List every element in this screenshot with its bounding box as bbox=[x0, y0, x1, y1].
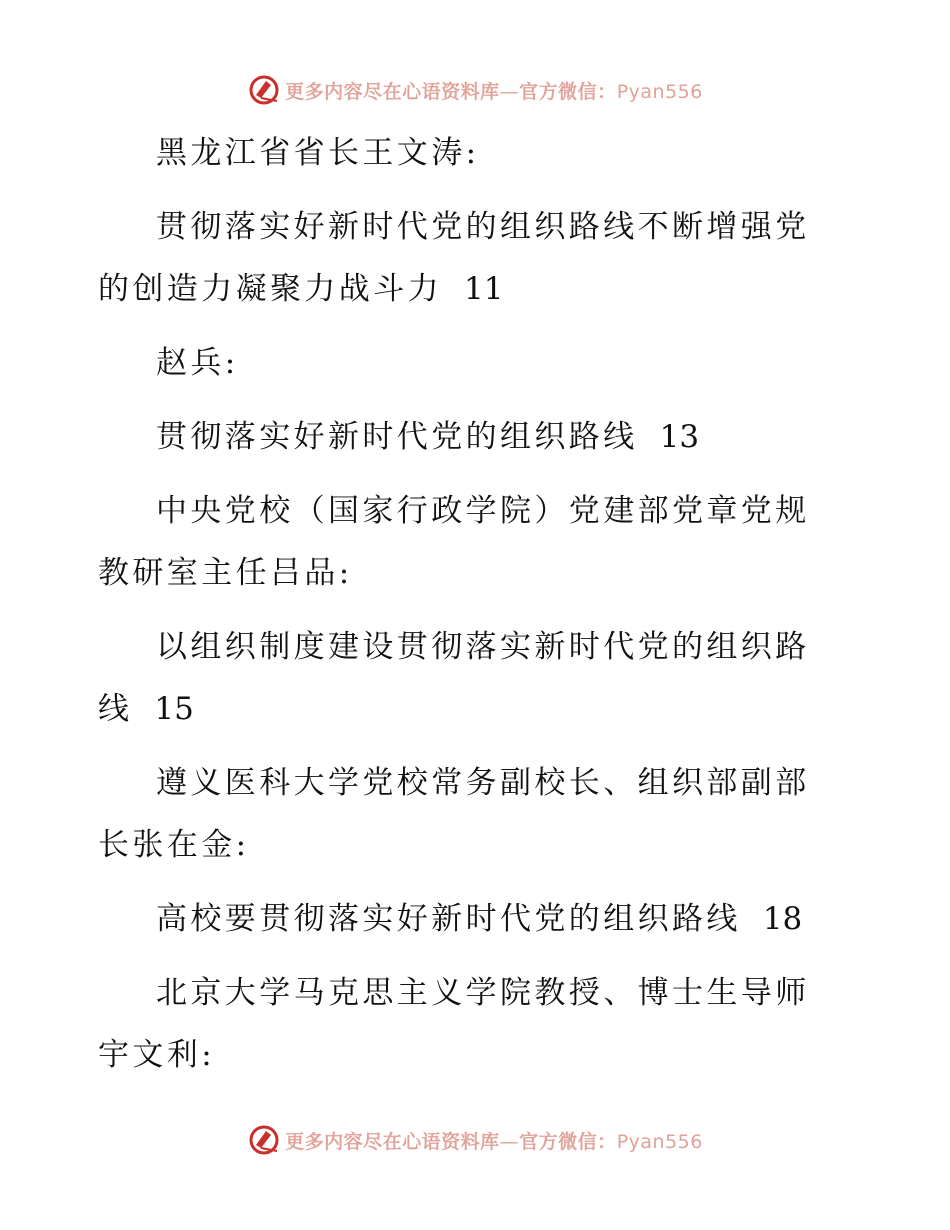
page-number: 15 bbox=[154, 691, 194, 727]
watermark-text bbox=[285, 1127, 703, 1154]
header-watermark bbox=[0, 72, 950, 108]
paragraph-title-2: 贯彻落实好新时代党的组织路线 13 bbox=[156, 419, 700, 455]
watermark-contact: 官方微信： bbox=[519, 1130, 617, 1153]
paragraph-author-1: 黑龙江省省长王文涛: bbox=[156, 135, 480, 171]
paragraph-author-5: 北京大学马克思主义学院教授、博士生导师宇文利: bbox=[98, 975, 810, 1073]
paragraph-title-3: 以组织制度建设贯彻落实新时代党的组织路线 15 bbox=[98, 629, 810, 727]
page-number: 11 bbox=[464, 271, 504, 307]
paragraph-author-4: 遵义医科大学党校常务副校长、组织部副部长张在金: bbox=[98, 765, 810, 863]
page-number: 13 bbox=[659, 419, 700, 455]
watermark-site: 更多内容尽在心语资料库 bbox=[285, 1130, 500, 1153]
paragraph-author-3: 中央党校（国家行政学院）党建部党章党规教研室主任吕品: bbox=[98, 493, 810, 591]
watermark-contact: 官方微信： bbox=[519, 80, 617, 103]
page-number: 18 bbox=[762, 901, 803, 937]
paragraph-title-4: 高校要贯彻落实好新时代党的组织路线 18 bbox=[156, 901, 803, 937]
paragraph-author-2: 赵兵: bbox=[156, 345, 239, 381]
footer-watermark bbox=[0, 1122, 950, 1158]
watermark-contact-id: Pyan556 bbox=[616, 80, 703, 103]
paragraph-title-1: 贯彻落实好新时代党的组织路线不断增强党的创造力凝聚力战斗力 11 bbox=[98, 209, 810, 307]
document-body bbox=[98, 122, 838, 1098]
watermark-contact-id: Pyan556 bbox=[616, 1130, 703, 1153]
watermark-separator: — bbox=[499, 1130, 520, 1153]
watermark-text bbox=[285, 77, 703, 104]
watermark-separator: — bbox=[499, 80, 520, 103]
logo-icon bbox=[247, 73, 281, 107]
watermark-site: 更多内容尽在心语资料库 bbox=[285, 80, 500, 103]
logo-icon bbox=[247, 1123, 281, 1157]
